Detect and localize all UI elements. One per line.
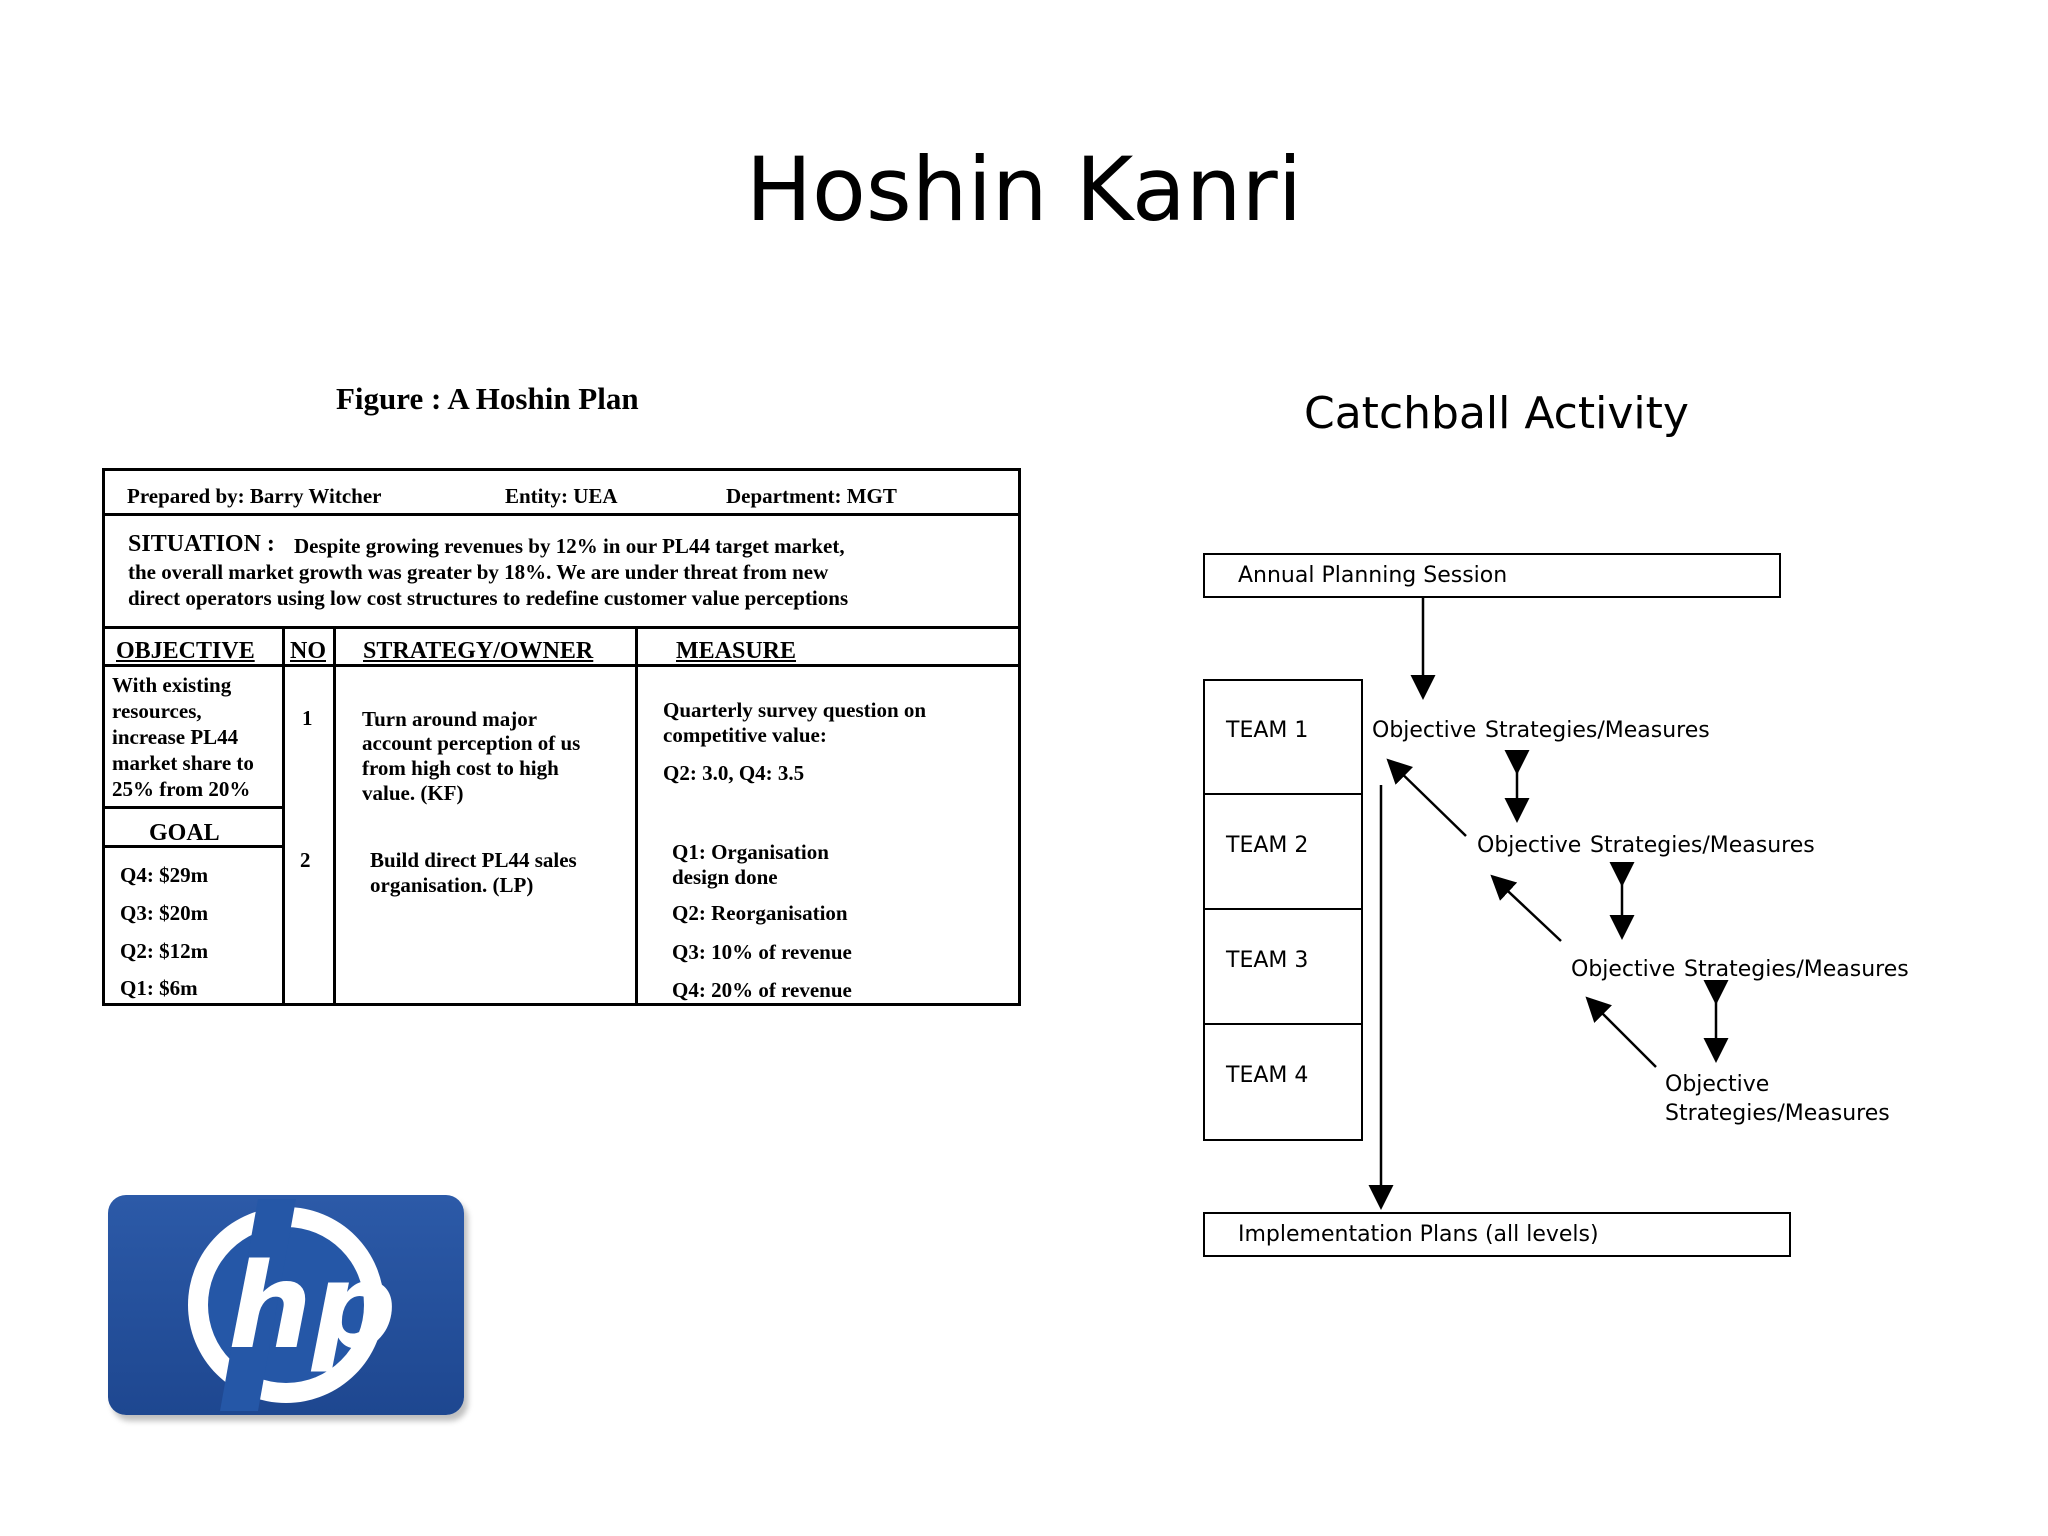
strategy-line: from high cost to high [362,756,559,780]
goal-item: Q3: $20m [120,901,209,925]
header-strategy: STRATEGY/OWNER [363,638,594,664]
level-strategies: Strategies/Measures [1590,833,1815,858]
situation-line: Despite growing revenues by 12% in our PL44 target market, [294,534,845,558]
annual-planning-label: Annual Planning Session [1238,563,1508,588]
objective-line: 25% from 20% [112,777,251,801]
situation-line: the overall market growth was greater by 18%. We are under threat from new [128,560,829,584]
header-no: NO [290,638,326,664]
team-label: TEAM 2 [1226,833,1309,858]
measure-line: Q2: Reorganisation [672,901,848,925]
level-strategies: Strategies/Measures [1485,718,1710,743]
measure-line: design done [672,865,778,889]
hp-logo [108,1195,464,1415]
row-number: 1 [302,706,313,730]
situation-label: SITUATION : [128,531,275,557]
strategy-line: account perception of us [362,731,581,755]
objective-line: market share to [112,751,254,775]
objective-line: resources, [112,699,202,723]
team-label: TEAM 4 [1226,1063,1309,1088]
implementation-plans-label: Implementation Plans (all levels) [1238,1222,1599,1247]
objective-line: increase PL44 [112,725,239,749]
row-number: 2 [300,848,311,872]
goal-item: Q2: $12m [120,939,209,963]
header-measure: MEASURE [676,638,797,664]
measure-line: Q1: Organisation [672,840,829,864]
feedback-arrow [1589,1000,1656,1067]
strategy-line: Build direct PL44 sales [370,848,577,872]
header-objective: OBJECTIVE [116,638,255,664]
objective-line: With existing [112,673,232,697]
level-objective: Objective [1571,957,1676,982]
department: Department: MGT [726,484,897,508]
situation-line: direct operators using low cost structures to redefine customer value perceptions [128,586,849,610]
prepared-by: Prepared by: Barry Witcher [127,484,382,508]
slide-title: Hoshin Kanri [745,138,1303,241]
feedback-arrow [1390,762,1466,836]
measure-line: competitive value: [663,723,827,747]
measure-line: Q2: 3.0, Q4: 3.5 [663,761,805,785]
goal-item: Q1: $6m [120,976,198,1000]
level-objective: Objective [1665,1072,1770,1097]
measure-line: Q3: 10% of revenue [672,940,852,964]
level-strategies: Strategies/Measures [1684,957,1909,982]
measure-line: Quarterly survey question on [663,698,927,722]
figure-caption: Figure : A Hoshin Plan [336,381,639,416]
measure-line: Q4: 20% of revenue [672,978,852,1002]
entity: Entity: UEA [505,484,618,508]
strategy-line: Turn around major [362,707,538,731]
level-objective: Objective [1372,718,1477,743]
strategy-line: value. (KF) [362,781,464,805]
level-strategies: Strategies/Measures [1665,1101,1890,1126]
team-label: TEAM 3 [1226,948,1309,973]
catchball-title: Catchball Activity [1304,388,1689,439]
level-objective: Objective [1477,833,1582,858]
hp-logo-mark [108,1195,464,1415]
feedback-arrow [1494,878,1561,941]
goal-label: GOAL [149,820,220,846]
team-label: TEAM 1 [1226,718,1309,743]
strategy-line: organisation. (LP) [370,873,534,897]
goal-item: Q4: $29m [120,863,209,887]
hp-logo-text: hp [228,1237,397,1375]
